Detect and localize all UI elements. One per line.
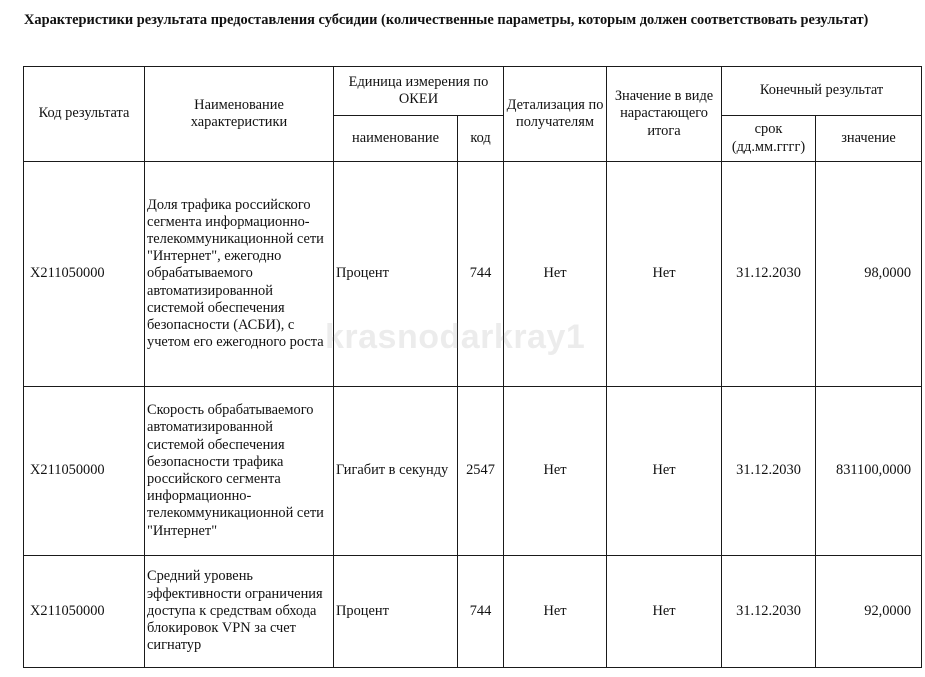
row-term: 31.12.2030 (722, 387, 816, 556)
table-row (24, 387, 922, 556)
header-row-1 (24, 67, 922, 116)
row-okei-code: 2547 (458, 387, 504, 556)
header-code: Код результата (24, 67, 145, 162)
row-term: 31.12.2030 (722, 162, 816, 387)
row-name: Скорость обрабатываемого автоматизированной системой обеспечения безопасности трафика российского сегмента информационно-телекоммуникационной сети "Интернет" (145, 387, 334, 556)
row-code: X211050000 (24, 556, 145, 668)
header-okei: Единица измерения по ОКЕИ (334, 67, 504, 116)
row-value: 831100,0000 (816, 387, 922, 556)
row-value: 98,0000 (816, 162, 922, 387)
header-name: Наименование характеристики (145, 67, 334, 162)
row-cumulative: Нет (607, 387, 722, 556)
row-okei-code: 744 (458, 556, 504, 668)
results-table (23, 66, 922, 668)
row-code: X211050000 (24, 162, 145, 387)
row-unit: Гигабит в секунду (334, 387, 458, 556)
row-cumulative: Нет (607, 556, 722, 668)
header-final-value: значение (816, 116, 922, 162)
row-okei-code: 744 (458, 162, 504, 387)
row-detail: Нет (504, 556, 607, 668)
header-final-term: срок (дд.мм.гггг) (722, 116, 816, 162)
row-name: Средний уровень эффективности ограничения доступа к средствам обхода блокировок VPN за счет сигнатур (145, 556, 334, 668)
header-detail: Детализация по получателям (504, 67, 607, 162)
row-unit: Процент (334, 556, 458, 668)
document-heading: Характеристики результата предоставления субсидии (количественные параметры, которым должен соответствовать результат) (24, 12, 869, 28)
row-value: 92,0000 (816, 556, 922, 668)
header-okei-name: наименование (334, 116, 458, 162)
table-row (24, 162, 922, 387)
header-okei-code: код (458, 116, 504, 162)
header-final: Конечный результат (722, 67, 922, 116)
row-cumulative: Нет (607, 162, 722, 387)
row-detail: Нет (504, 387, 607, 556)
header-cumulative: Значение в виде нарастающего итога (607, 67, 722, 162)
row-name: Доля трафика российского сегмента информационно-телекоммуникационной сети "Интернет", ежегодно обрабатываемого автоматизированной системой обеспечения безопасности (АСБИ), с учетом его ежегодного роста (145, 162, 334, 387)
row-term: 31.12.2030 (722, 556, 816, 668)
row-code: X211050000 (24, 387, 145, 556)
row-unit: Процент (334, 162, 458, 387)
row-detail: Нет (504, 162, 607, 387)
table-row (24, 556, 922, 668)
watermark: krasnodarkray1 (325, 318, 586, 356)
